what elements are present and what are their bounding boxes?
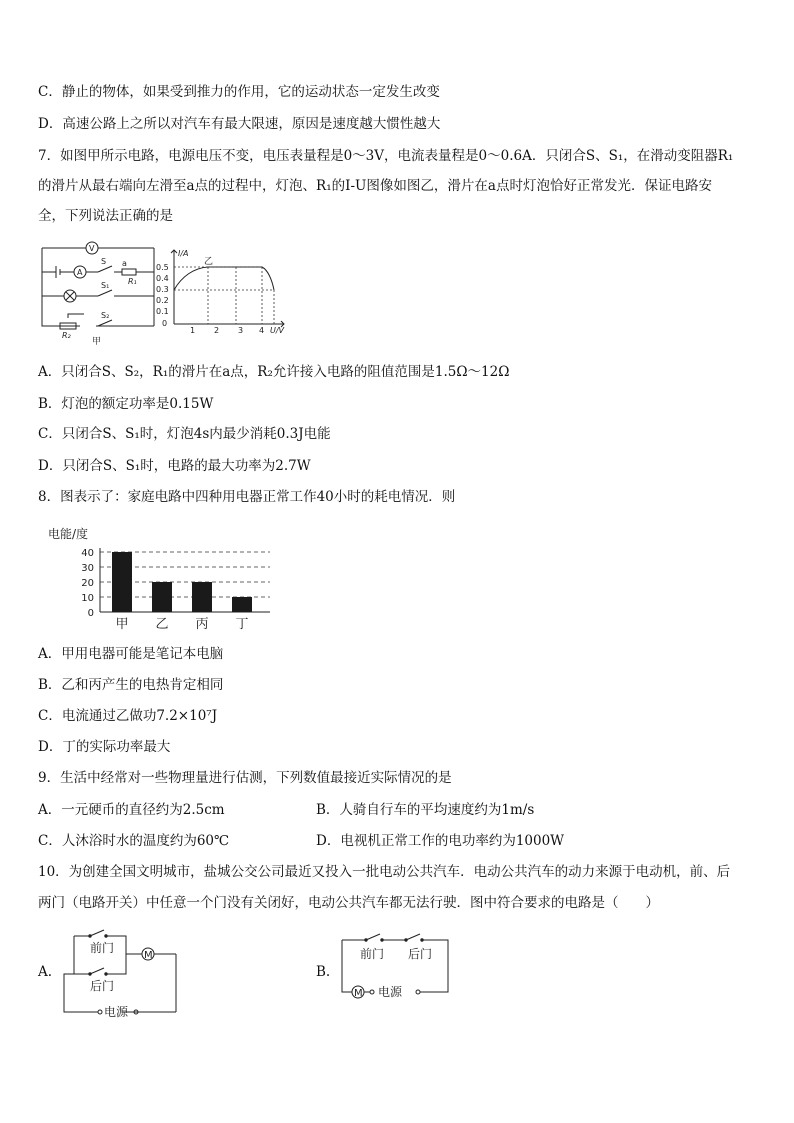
voltmeter-label: V xyxy=(89,244,95,253)
power-label: 电源 xyxy=(104,1005,129,1019)
q7-option-c: C．只闭合S、S₁时，灯泡4s内最少消耗0.3J电能 xyxy=(38,426,331,442)
q9-option-d: D．电视机正常工作的电功率约为1000W xyxy=(316,833,565,849)
chart-bar-丁 xyxy=(232,597,252,612)
q8-option-d: D．丁的实际功率最大 xyxy=(38,739,171,755)
q10-option-b-label: B. xyxy=(316,964,331,980)
motor-label: M xyxy=(144,950,153,961)
q10-option-a-circuit xyxy=(60,926,184,1020)
y-tick: 0.5 xyxy=(156,263,169,272)
q7-circuit-diagram xyxy=(38,240,158,346)
switch-s2-label: S₂ xyxy=(101,311,110,320)
q6-option-c: C．静止的物体，如果受到推力的作用，它的运动状态一定发生改变 xyxy=(38,84,440,100)
q7-stem-line3: 全，下列说法正确的是 xyxy=(38,208,173,224)
x-tick: 3 xyxy=(238,326,244,334)
q8-energy-bar-chart xyxy=(44,520,284,636)
switch-s1-label: S₁ xyxy=(101,281,110,290)
q7-option-b: B．灯泡的额定功率是0.15W xyxy=(38,396,214,412)
q8-option-a: A．甲用电器可能是笔记本电脑 xyxy=(38,646,224,662)
chart-y-tick-label: 10 xyxy=(81,593,94,604)
q10-stem-line2: 两门（电路开关）中任意一个门没有关闭好，电动公共汽车都无法行驶．图中符合要求的电路是（ ） xyxy=(38,895,659,911)
y-tick: 0.2 xyxy=(156,296,169,305)
ammeter-label: A xyxy=(77,268,83,277)
y-tick: 0.1 xyxy=(156,307,169,316)
graph-x-axis-label: U/V xyxy=(270,326,285,334)
q10-stem-line1: 10．为创建全国文明城市，盐城公交公司最近又投入一批电动公共汽车．电动公共汽车的动力来源于电动机，前、后 xyxy=(38,864,731,880)
chart-y-tick-label: 0 xyxy=(87,608,94,619)
switch-s-label: S xyxy=(101,257,107,266)
circuit-caption: 甲 xyxy=(92,337,102,346)
front-door-label: 前门 xyxy=(90,941,115,955)
q9-option-b: B．人骑自行车的平均速度约为1m/s xyxy=(316,802,535,818)
x-tick: 4 xyxy=(259,326,265,334)
back-door-label: 后门 xyxy=(90,979,115,993)
front-door-label: 前门 xyxy=(360,947,385,961)
y-tick: 0.4 xyxy=(156,274,169,283)
q9-stem: 9．生活中经常对一些物理量进行估测，下列数值最接近实际情况的是 xyxy=(38,770,452,786)
q10-option-a-label: A. xyxy=(38,964,53,980)
power-label: 电源 xyxy=(378,985,403,999)
r1-label: R₁ xyxy=(128,277,137,286)
q6-option-d: D．高速公路上之所以对汽车有最大限速，原因是速度越大惯性越大 xyxy=(38,116,441,132)
y-tick: 0 xyxy=(162,319,168,328)
chart-y-tick-label: 40 xyxy=(81,548,94,559)
y-tick: 0.3 xyxy=(156,285,169,294)
chart-y-tick-label: 20 xyxy=(81,578,94,589)
chart-y-tick-label: 30 xyxy=(81,563,94,574)
q7-iu-graph xyxy=(156,246,296,334)
chart-y-axis-label: 电能/度 xyxy=(48,527,89,541)
q8-option-b: B．乙和丙产生的电热肯定相同 xyxy=(38,677,224,693)
graph-y-axis-label: I/A xyxy=(178,249,189,258)
graph-caption: 乙 xyxy=(204,257,214,267)
x-tick: 2 xyxy=(214,326,220,334)
chart-bar-丙 xyxy=(192,582,212,612)
point-a-label: a xyxy=(122,259,127,268)
r2-label: R₂ xyxy=(62,331,71,340)
q9-option-c: C．人沐浴时水的温度约为60℃ xyxy=(38,833,230,849)
chart-category-label: 甲 xyxy=(115,617,129,632)
back-door-label: 后门 xyxy=(408,947,433,961)
chart-category-label: 乙 xyxy=(155,617,169,632)
q8-stem: 8．图表示了：家庭电路中四种用电器正常工作40小时的耗电情况．则 xyxy=(38,489,456,505)
q7-option-d: D．只闭合S、S₁时，电路的最大功率为2.7W xyxy=(38,458,311,474)
q7-option-a: A．只闭合S、S₂，R₁的滑片在a点，R₂允许接入电路的阻值范围是1.5Ω～12Ω xyxy=(38,364,510,380)
motor-label: M xyxy=(354,988,363,999)
chart-category-label: 丙 xyxy=(195,617,209,632)
q10-option-b-circuit xyxy=(338,930,454,1002)
q7-stem-line2: 的滑片从最右端向左滑至a点的过程中，灯泡、R₁的I-U图像如图乙，滑片在a点时灯泡恰好正常发光．保证电路安 xyxy=(38,178,712,194)
chart-bar-甲 xyxy=(112,552,132,612)
q9-option-a: A．一元硬币的直径约为2.5cm xyxy=(38,802,225,818)
x-tick: 1 xyxy=(190,326,196,334)
chart-category-label: 丁 xyxy=(235,617,249,632)
q8-option-c: C．电流通过乙做功7.2×10⁷J xyxy=(38,708,218,724)
q7-stem-line1: 7．如图甲所示电路，电源电压不变，电压表量程是0～3V，电流表量程是0～0.6A．只闭合S、S₁，在滑动变阻器R₁ xyxy=(38,148,734,164)
chart-bar-乙 xyxy=(152,582,172,612)
